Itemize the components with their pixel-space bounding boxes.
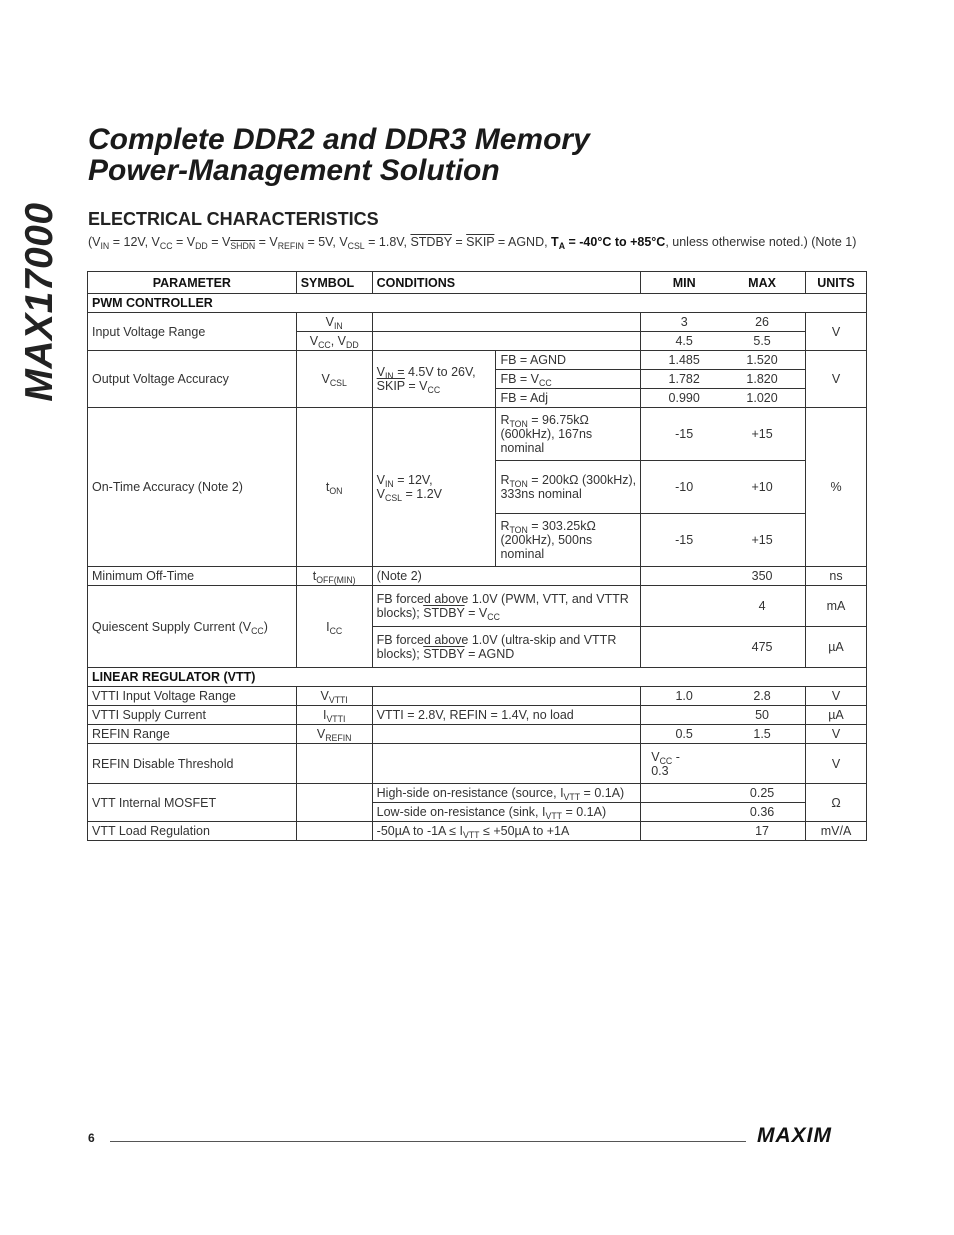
header-symbol: SYMBOL bbox=[296, 272, 372, 294]
table-row: VTTI Supply Current $I_{VTTI}$ VTTI = 2.8V, REFIN = 1.4V, no load 50 µA bbox=[88, 706, 867, 725]
table-row: VTT Internal MOSFET High-side on-resistance (source, $I_{VTT} = 0.1A$) 0.25 Ω bbox=[88, 784, 867, 803]
svg-text:MAXIM: MAXIM bbox=[757, 1124, 832, 1146]
document-title: Complete DDR2 and DDR3 Memory Power-Management Solution bbox=[88, 123, 590, 187]
table-row: VTTI Input Voltage Range $V_{VTTI}$ 1.0 2.8 V bbox=[88, 687, 867, 706]
electrical-characteristics-table bbox=[87, 271, 867, 841]
footer-rule bbox=[110, 1141, 746, 1142]
section-row: PWM CONTROLLER bbox=[88, 294, 867, 313]
table-row: FB = Adj 0.990 1.020 bbox=[88, 389, 867, 408]
table-row: REFIN Disable Threshold $V_{CC}$ - 0.3 V bbox=[88, 744, 867, 784]
table-row: FB = $V_{CC}$ 1.782 1.820 bbox=[88, 370, 867, 389]
header-min-max: MIN MAX bbox=[641, 272, 806, 294]
table-row: Quiescent Supply Current $(V_{CC})$ $I_{CC}$ FB forced above 1.0V (PWM, VTT, and VTTR blocks); STDBY = $V_{CC}$ 4 mA bbox=[88, 586, 867, 627]
table-row: $R_{TON} = 200k\Omega$ (300kHz), 333ns nominal -10 +10 bbox=[88, 461, 867, 514]
section-title: ELECTRICAL CHARACTERISTICS bbox=[88, 209, 379, 229]
table-row: Minimum Off-Time $t_{OFF(MIN)}$ (Note 2) 350 ns bbox=[88, 567, 867, 586]
table-row: VTT Load Regulation -50µA to $-1A \le I_{VTT} \le +50\mu A$ to +1A 17 mV/A bbox=[88, 822, 867, 841]
test-conditions: ($V_{IN} = 12V$, $V_{CC} = V_{DD} = V_{SHDN} = V_{REFIN} = 5V$, $V_{CSL} = 1.8V$, STDBY = SKIP = AGND, $T_A = -40^\circ C$ to +85°C, unless otherwise noted.) (Note 1) bbox=[88, 235, 857, 251]
table-row: $V_{CC}$, $V_{DD}$ 4.5 5.5 bbox=[88, 332, 867, 351]
table-row: FB forced above 1.0V (ultra-skip and VTTR blocks); STDBY = AGND 475 µA bbox=[88, 627, 867, 668]
side-part-number: MAX17000 bbox=[18, 202, 61, 402]
table-row: Output Voltage Accuracy $V_{CSL}$ $V_{IN} = 4.5V$ to 26V, SKIP = $V_{CC}$ FB = AGND 1.485 1.520 V bbox=[88, 351, 867, 370]
page-number: 6 bbox=[88, 1131, 95, 1145]
table-row: Input Voltage Range $V_{IN}$ 3 26 V bbox=[88, 313, 867, 332]
header-parameter: PARAMETER bbox=[88, 272, 297, 294]
header-conditions: CONDITIONS bbox=[372, 272, 641, 294]
maxim-logo bbox=[755, 1124, 867, 1151]
header-units: UNITS bbox=[806, 272, 867, 294]
table-header-row bbox=[88, 272, 867, 294]
table-row: Low-side on-resistance (sink, $I_{VTT} = 0.1A$) 0.36 bbox=[88, 803, 867, 822]
table-row: $R_{TON} = 303.25k\Omega$ (200kHz), 500ns nominal -15 +15 bbox=[88, 514, 867, 567]
table-row: REFIN Range $V_{REFIN}$ 0.5 1.5 V bbox=[88, 725, 867, 744]
table-row: On-Time Accuracy (Note 2) $t_{ON}$ $V_{IN} = 12V$, $V_{CSL} = 1.2V$ $R_{TON} = 96.75k\Omega$ (600kHz), 167ns nominal -15 +15 % bbox=[88, 408, 867, 461]
section-row: LINEAR REGULATOR (VTT) bbox=[88, 668, 867, 687]
